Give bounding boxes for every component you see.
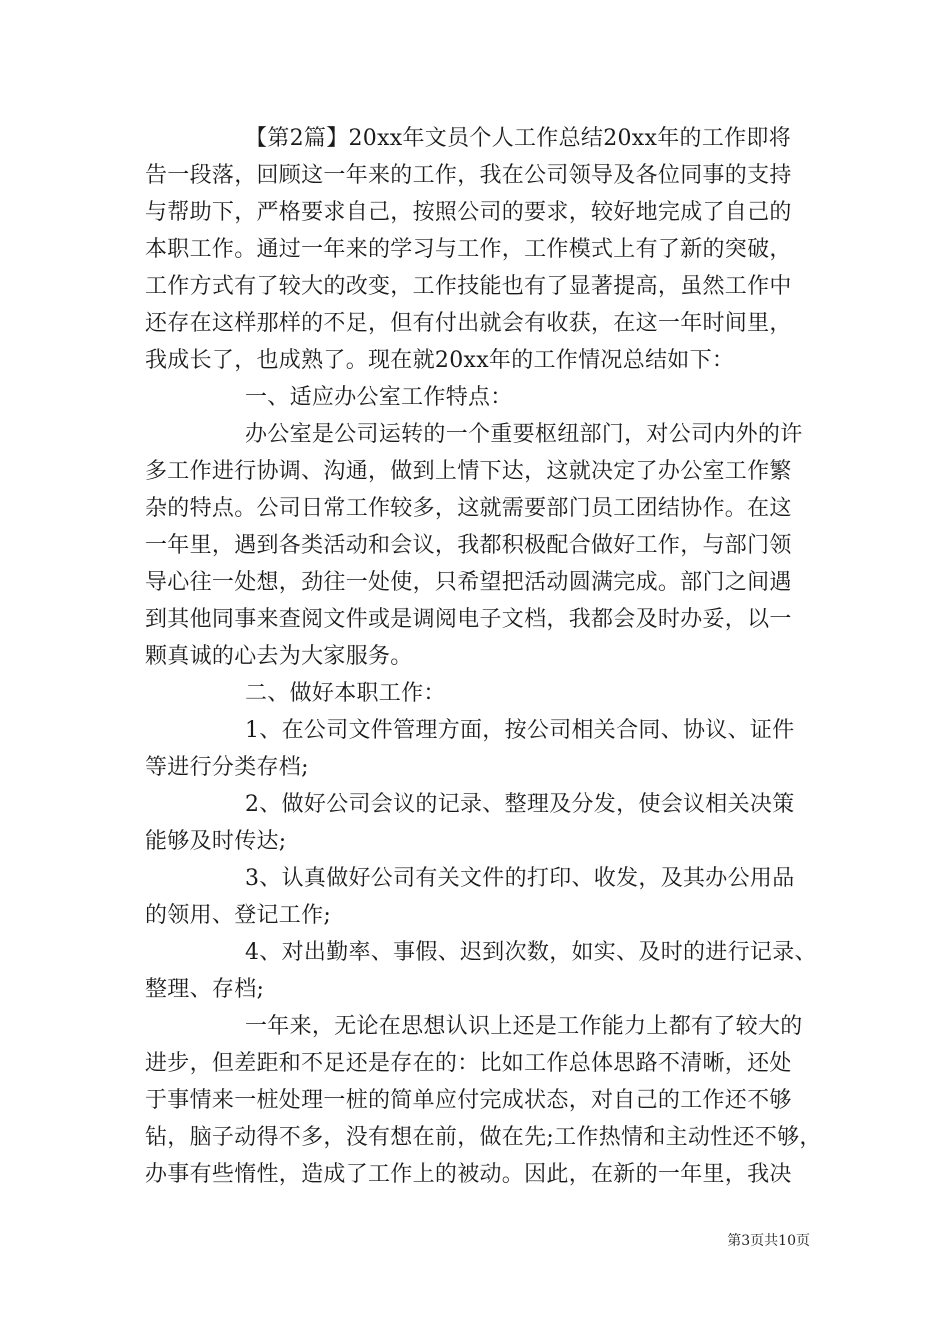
text-line: 的领用、登记工作; xyxy=(145,903,332,928)
text-line: 本职工作。通过一年来的学习与工作，工作模式上有了新的突破， xyxy=(145,237,792,262)
text-line: 杂的特点。公司日常工作较多，这就需要部门员工团结协作。在这 xyxy=(145,496,792,521)
text-line: 能够及时传达; xyxy=(145,829,287,854)
text-line: 整理、存档; xyxy=(145,977,265,1002)
text-line: 二、做好本职工作： xyxy=(245,681,446,706)
text-line: 进步，但差距和不足还是存在的：比如工作总体思路不清晰，还处 xyxy=(145,1051,792,1076)
text-line: 告一段落，回顾这一年来的工作，我在公司领导及各位同事的支持 xyxy=(145,163,792,188)
text-line: 工作方式有了较大的改变，工作技能也有了显著提高，虽然工作中 xyxy=(145,274,792,299)
text-line: 一、适应办公室工作特点： xyxy=(245,385,513,410)
text-line: 与帮助下，严格要求自己，按照公司的要求，较好地完成了自己的 xyxy=(145,200,792,225)
page-number: 第3页共10页 xyxy=(727,1233,810,1249)
text-line: 4、对出勤率、事假、迟到次数，如实、及时的进行记录、 xyxy=(245,940,817,965)
text-line: 办事有些惰性，造成了工作上的被动。因此，在新的一年里，我决 xyxy=(145,1162,792,1187)
text-line: 3、认真做好公司有关文件的打印、收发，及其办公用品 xyxy=(245,866,795,891)
text-line: 等进行分类存档; xyxy=(145,755,309,780)
text-line: 多工作进行协调、沟通，做到上情下达，这就决定了办公室工作繁 xyxy=(145,459,792,484)
text-line: 2、做好公司会议的记录、整理及分发，使会议相关决策 xyxy=(245,792,795,817)
document-body xyxy=(145,120,822,1193)
text-line: 我成长了，也成熟了。现在就20xx年的工作情况总结如下： xyxy=(145,348,735,373)
text-line: 一年里，遇到各类活动和会议，我都积极配合做好工作，与部门领 xyxy=(145,533,792,558)
text-line: 到其他同事来查阅文件或是调阅电子文档，我都会及时办妥，以一 xyxy=(145,607,792,632)
text-line: 导心往一处想，劲往一处使，只希望把活动圆满完成。部门之间遇 xyxy=(145,570,792,595)
text-line: 办公室是公司运转的一个重要枢纽部门，对公司内外的许 xyxy=(245,422,803,447)
text-line: 还存在这样那样的不足，但有付出就会有收获，在这一年时间里， xyxy=(145,311,792,336)
text-line: 【第2篇】20xx年文员个人工作总结20xx年的工作即将 xyxy=(245,126,792,151)
text-line: 1、在公司文件管理方面，按公司相关合同、协议、证件 xyxy=(245,718,795,743)
text-line: 一年来，无论在思想认识上还是工作能力上都有了较大的 xyxy=(245,1014,803,1039)
text-line: 于事情来一桩处理一桩的简单应付完成状态，对自己的工作还不够 xyxy=(145,1088,792,1113)
text-line: 钻，脑子动得不多，没有想在前，做在先;工作热情和主动性还不够， xyxy=(145,1125,822,1150)
text-line: 颗真诚的心去为大家服务。 xyxy=(145,644,413,669)
